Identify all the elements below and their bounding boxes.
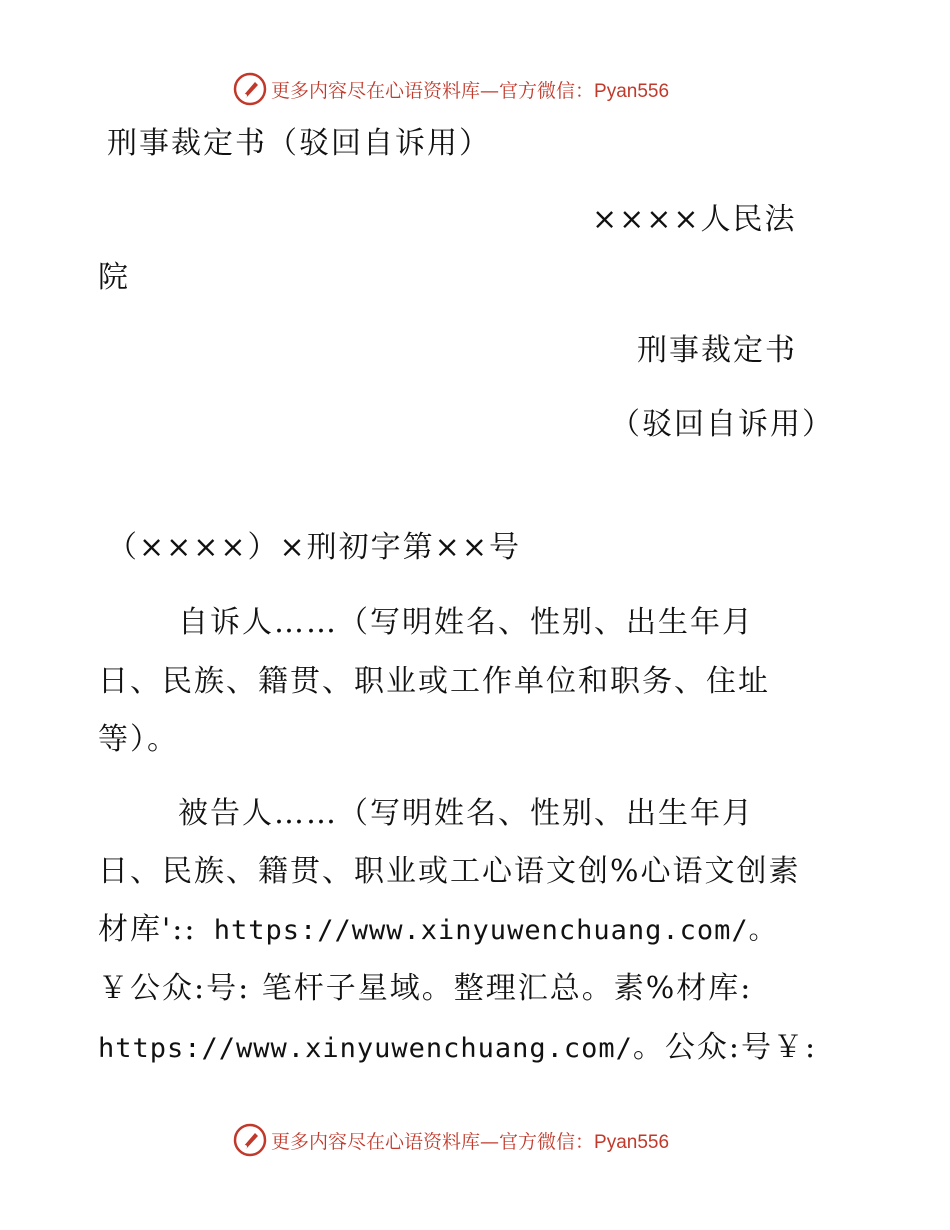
paragraph-defendant-line2: 日、民族、籍贯、职业或工心语文创%心语文创素 bbox=[98, 854, 801, 889]
pen-nib-logo-icon bbox=[233, 72, 267, 106]
case-number: （××××）×刑初字第××号 bbox=[107, 530, 521, 565]
document-subtitle: （驳回自诉用） bbox=[610, 407, 834, 442]
paragraph-plaintiff-line3: 等）。 bbox=[98, 722, 179, 757]
court-name-line1: ××××人民法 bbox=[592, 202, 797, 237]
pen-nib-logo-icon bbox=[233, 1123, 267, 1157]
paragraph-defendant-line1: 被告人……（写明姓名、性别、出生年月 bbox=[178, 796, 754, 831]
watermark-banner-top bbox=[233, 71, 713, 107]
paragraph-defendant-line4: ￥公众:号: 笔杆子星域。整理汇总。素%材库: bbox=[98, 971, 753, 1006]
watermark-text: 更多内容尽在心语资料库—官方微信：Pyan556 bbox=[271, 1130, 670, 1153]
watermark-banner-bottom bbox=[233, 1122, 713, 1158]
paragraph-plaintiff-line1: 自诉人……（写明姓名、性别、出生年月 bbox=[178, 605, 754, 640]
paragraph-plaintiff-line2: 日、民族、籍贯、职业或工作单位和职务、住址 bbox=[98, 664, 770, 699]
watermark-text: 更多内容尽在心语资料库—官方微信：Pyan556 bbox=[271, 79, 670, 102]
doc-heading: 刑事裁定书（驳回自诉用） bbox=[107, 126, 491, 161]
document-title: 刑事裁定书 bbox=[637, 333, 797, 368]
paragraph-defendant-line3: 材库':: https://www.xinyuwenchuang.com/。 bbox=[98, 912, 777, 947]
paragraph-defendant-line5: https://www.xinyuwenchuang.com/。公众:号￥: bbox=[98, 1030, 818, 1065]
court-name-line2: 院 bbox=[98, 260, 130, 295]
